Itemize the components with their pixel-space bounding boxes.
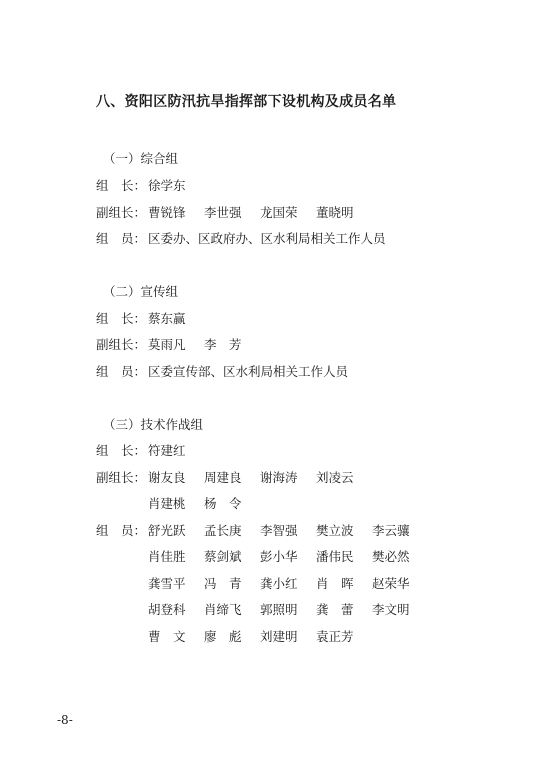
person-name: 符建红	[148, 443, 186, 458]
person-name: 李智强	[259, 523, 298, 538]
row-members-publicity	[96, 362, 348, 380]
role-label-member: 组 员：	[96, 364, 147, 379]
person-name: 周建良	[203, 470, 242, 485]
role-label-leader: 组 长：	[96, 311, 147, 326]
person-name: 樊立波	[315, 523, 354, 538]
role-label-deputy: 副组长：	[96, 470, 147, 485]
row-members-technical-5	[96, 627, 368, 645]
role-label-member: 组 员：	[96, 231, 147, 246]
person-name: 曹锐锋	[148, 205, 186, 220]
person-name: 胡登科	[148, 602, 186, 617]
person-name: 董晓明	[315, 205, 354, 220]
role-label-leader: 组 长：	[96, 178, 147, 193]
person-name: 龙国荣	[259, 205, 298, 220]
role-label-member: 组 员：	[96, 523, 147, 538]
role-label-leader: 组 长：	[96, 443, 147, 458]
person-name: 李世强	[203, 205, 242, 220]
group-title-technical: （三）技术作战组	[103, 417, 204, 432]
person-name: 李云骧	[371, 523, 410, 538]
row-deputies-publicity	[96, 335, 256, 353]
person-name: 徐学东	[148, 178, 186, 193]
person-name: 蔡剑斌	[203, 549, 242, 564]
row-deputies-technical-2	[96, 494, 256, 512]
person-name: 冯 青	[203, 576, 242, 591]
row-deputies-general	[96, 203, 368, 221]
person-name: 蔡东赢	[148, 311, 186, 326]
person-name: 彭小华	[259, 549, 298, 564]
person-name: 龚雪平	[148, 576, 186, 591]
person-name: 杨 令	[203, 496, 242, 511]
person-name: 孟长庚	[203, 523, 242, 538]
role-label-deputy: 副组长：	[96, 205, 147, 220]
person-name: 肖建桃	[148, 496, 186, 511]
person-name: 谢友良	[148, 470, 186, 485]
person-name: 刘凌云	[315, 470, 354, 485]
person-name: 潘伟民	[315, 549, 354, 564]
person-name: 谢海涛	[259, 470, 298, 485]
row-leader-technical	[96, 441, 200, 459]
person-name: 郭照明	[259, 602, 298, 617]
person-name: 李 芳	[203, 337, 242, 352]
person-name: 赵荣华	[371, 576, 410, 591]
person-name: 樊必然	[371, 549, 410, 564]
row-members-technical-2	[96, 547, 424, 565]
members-text: 区委办、区政府办、区水利局相关工作人员	[148, 231, 386, 246]
row-deputies-technical-1	[96, 468, 368, 486]
role-label-deputy: 副组长：	[96, 337, 147, 352]
row-members-technical-4	[96, 600, 424, 618]
group-title-general: （一）综合组	[103, 151, 179, 166]
person-name: 李文明	[371, 602, 410, 617]
row-leader-general	[96, 176, 200, 194]
row-leader-publicity	[96, 309, 200, 327]
person-name: 袁正芳	[315, 629, 354, 644]
row-members-general	[96, 229, 386, 247]
person-name: 肖 晖	[315, 576, 354, 591]
person-name: 肖佳胜	[148, 549, 186, 564]
group-title-publicity: （二）宣传组	[103, 284, 179, 299]
members-text: 区委宣传部、区水利局相关工作人员	[148, 364, 349, 379]
person-name: 莫雨凡	[148, 337, 186, 352]
person-name: 刘建明	[259, 629, 298, 644]
person-name: 龚小红	[259, 576, 298, 591]
page-number: -8-	[57, 713, 73, 727]
row-members-technical-1	[96, 521, 424, 539]
person-name: 肖缔飞	[203, 602, 242, 617]
person-name: 舒光跃	[148, 523, 186, 538]
row-members-technical-3	[96, 574, 424, 592]
section-title: 八、资阳区防汛抗旱指挥部下设机构及成员名单	[96, 94, 397, 110]
person-name: 龚 蕾	[315, 602, 354, 617]
person-name: 廖 彪	[203, 629, 242, 644]
person-name: 曹 文	[148, 629, 186, 644]
